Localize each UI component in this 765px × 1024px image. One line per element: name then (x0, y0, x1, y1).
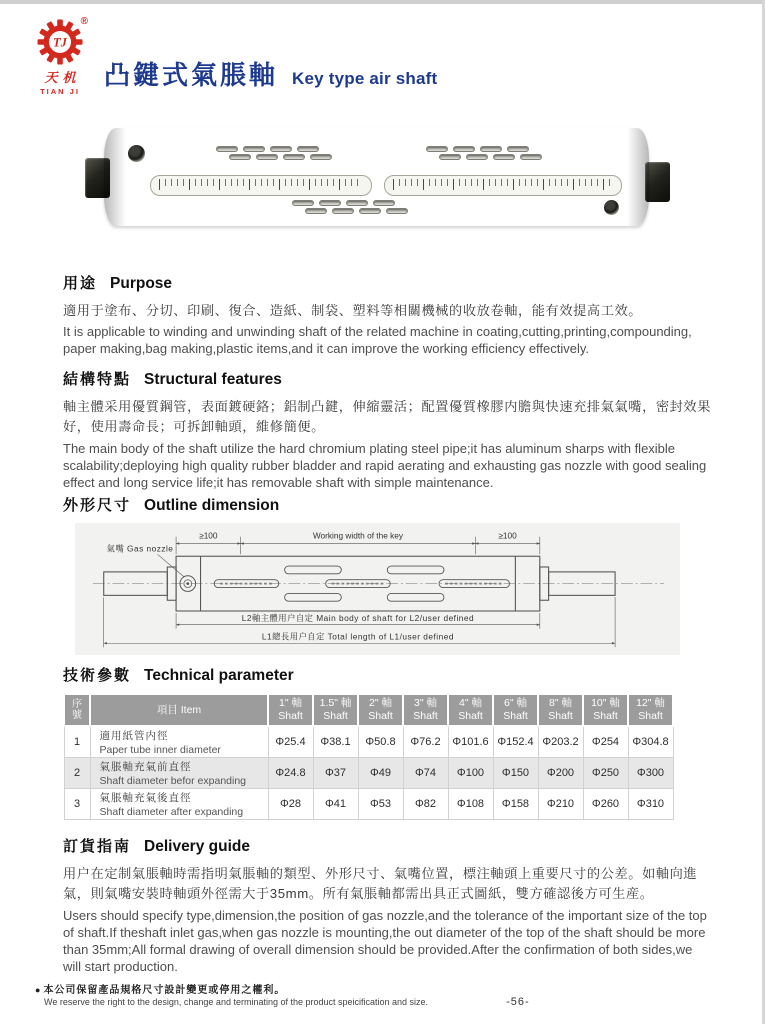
dim-label-right: ≥100 (498, 530, 517, 541)
cell-value: Φ25.4 (268, 726, 313, 757)
cell-value: Φ24.8 (268, 757, 313, 788)
slot-row (305, 208, 408, 214)
page-header (28, 18, 437, 96)
slot-row (426, 146, 529, 152)
footer-note-cn: ● 本公司保留產品規格尺寸設計變更或停用之權利。 (35, 985, 286, 996)
page-title-cn: 凸鍵式氣脹軸 (104, 60, 279, 90)
params-heading-en: Technical parameter (144, 667, 294, 684)
ruler-ticks (393, 179, 613, 192)
gas-nozzle-label: 氣嘴 Gas nozzle (106, 543, 174, 554)
ruler-strip-right (384, 175, 622, 196)
cell-value: Φ49 (358, 757, 403, 788)
slot-row (292, 200, 395, 206)
cell-value: Φ50.8 (358, 726, 403, 757)
keyway-slots-top-right (426, 146, 542, 162)
page-edge-top (0, 0, 765, 4)
dim-label-l2: L2軸主體用户自定 Main body of shaft for L2/user defined (241, 612, 475, 623)
logo-name-cn: 天机 (44, 71, 81, 86)
outline-heading-en: Outline dimension (144, 497, 280, 514)
cell-value: Φ250 (583, 757, 628, 788)
delivery-heading-cn: 訂貨指南 (63, 838, 132, 855)
row-index: 1 (64, 726, 90, 757)
purpose-heading-en: Purpose (110, 275, 173, 292)
shaft-body (104, 128, 649, 226)
row-item: 氣脹軸充氣後直徑 Shaft diameter after expanding (90, 788, 268, 819)
gas-nozzle-hole (128, 145, 145, 162)
cell-value: Φ41 (313, 788, 358, 819)
cell-value: Φ200 (538, 757, 583, 788)
technical-drawing (75, 523, 680, 655)
outline-heading-cn: 外形尺寸 (63, 497, 132, 514)
cell-value: Φ108 (448, 788, 493, 819)
cell-value: Φ304.8 (628, 726, 673, 757)
params-heading (63, 664, 713, 685)
purpose-text-en: It is applicable to winding and unwinding shaft of the related machine in coating,cutting,printing,compounding, paper making,bag making,plastic items,and it can improve the working efficiency effectively. (63, 324, 692, 357)
product-photo-air-shaft (60, 116, 710, 238)
cell-value: Φ150 (493, 757, 538, 788)
features-heading (63, 368, 713, 389)
cell-value: Φ300 (628, 757, 673, 788)
col-header-size: 10" 軸 Shaft (583, 694, 628, 726)
footer-row (35, 996, 735, 1008)
section-purpose (63, 272, 713, 358)
footer-note-en: We reserve the right to the design, change and terminating of the product speicification and size. (44, 997, 429, 1007)
page-footer (35, 981, 735, 1008)
features-text-en: The main body of the shaft utilize the hard chromium plating steel pipe;it has aluminum sharps with flexible scalability;deploying high quality rubber bladder and rapid aerating and exhausting gas nozzle with good sealing effect and long service life;it has removable shaft with simple maintenance. (63, 440, 707, 490)
page-title-en: Key type air shaft (292, 69, 438, 88)
slot-row (216, 146, 319, 152)
ruler-ticks (159, 179, 363, 192)
logo-monogram: TJ (53, 35, 67, 50)
params-heading-cn: 技術參數 (63, 667, 132, 684)
gas-nozzle-hole-2 (604, 200, 619, 215)
ruler-strip-left (150, 175, 372, 196)
row-item: 適用紙管内徑 Paper tube inner diameter (90, 726, 268, 757)
logo-name-en: TIAN JI (40, 87, 80, 96)
features-heading-cn: 結構特點 (63, 371, 132, 388)
dim-label-working-width: Working width of the key (312, 530, 404, 541)
col-header-size: 1" 軸 Shaft (268, 694, 313, 726)
cell-value: Φ101.6 (448, 726, 493, 757)
table-row (64, 757, 673, 788)
delivery-text-en: Users should specify type,dimension,the position of gas nozzle,and the tolerance of the important size of the top of shaft.If theshaft inlet gas,when gas nozzle is mounting,the out diameter of the top of the shaft should be more than 35mm;All formal drawing of overall dimension should be provided.After the confirmation of both sides,we will start production. (63, 907, 707, 974)
cell-value: Φ158 (493, 788, 538, 819)
col-header-size: 4" 軸 Shaft (448, 694, 493, 726)
dim-label-l1: L1總長用户自定 Total length of L1/user defined (261, 631, 454, 642)
company-logo (28, 18, 92, 96)
cell-value: Φ53 (358, 788, 403, 819)
cell-value: Φ82 (403, 788, 448, 819)
row-index: 3 (64, 788, 90, 819)
delivery-heading (63, 835, 713, 856)
cell-value: Φ74 (403, 757, 448, 788)
registered-mark: ® (80, 16, 88, 27)
col-header-index: 序號 (64, 694, 90, 726)
purpose-heading (63, 272, 713, 293)
cell-value: Φ210 (538, 788, 583, 819)
section-outline-dimension (63, 494, 713, 655)
purpose-heading-cn: 用途 (63, 275, 98, 292)
cell-value: Φ38.1 (313, 726, 358, 757)
page-number: -56- (506, 996, 530, 1008)
cell-value: Φ203.2 (538, 726, 583, 757)
keyway-slots-top-left (216, 146, 332, 162)
delivery-heading-en: Delivery guide (144, 838, 250, 855)
purpose-text-cn: 適用于塗布、分切、印刷、復合、造紙、制袋、塑料等相關機械的收放卷軸，能有效提高工效。 (63, 303, 643, 318)
table-row (64, 726, 673, 757)
table-row (64, 788, 673, 819)
cell-value: Φ310 (628, 788, 673, 819)
cell-value: Φ28 (268, 788, 313, 819)
cell-value: Φ76.2 (403, 726, 448, 757)
outline-heading (63, 494, 713, 515)
col-header-item: 項目 Item (90, 694, 268, 726)
gear-logo-icon (36, 18, 84, 66)
col-header-size: 6" 軸 Shaft (493, 694, 538, 726)
table-header-row (64, 694, 673, 726)
section-technical-parameter (63, 664, 713, 820)
cell-value: Φ260 (583, 788, 628, 819)
cell-value: Φ152.4 (493, 726, 538, 757)
cell-value: Φ254 (583, 726, 628, 757)
section-structural-features (63, 368, 713, 492)
col-header-size: 12" 軸 Shaft (628, 694, 673, 726)
cell-value: Φ100 (448, 757, 493, 788)
row-index: 2 (64, 757, 90, 788)
col-header-size: 1.5" 軸 Shaft (313, 694, 358, 726)
row-item: 氣脹軸充氣前直徑 Shaft diameter befor expanding (90, 757, 268, 788)
cell-value: Φ37 (313, 757, 358, 788)
parameter-table (63, 693, 674, 820)
section-delivery-guide (63, 835, 713, 975)
col-header-size: 3" 軸 Shaft (403, 694, 448, 726)
features-text-cn: 軸主體采用優質鋼管，表面鍍硬鉻；鋁制凸鍵，伸縮靈活；配置優質橡膠内膽與快速充排氣氣嘴，密封效果好，使用壽命長；可拆卸軸頭，維修簡便。 (63, 399, 712, 435)
gas-nozzle-leader (158, 554, 184, 576)
outline-drawing (75, 523, 680, 655)
keyway-slots-bottom (292, 200, 408, 216)
page-title (104, 55, 437, 96)
col-header-size: 2" 軸 Shaft (358, 694, 403, 726)
bullet-icon: ● (35, 985, 42, 995)
dim-label-left: ≥100 (199, 530, 218, 541)
col-header-size: 8" 軸 Shaft (538, 694, 583, 726)
slot-row (229, 154, 332, 160)
delivery-text-cn: 用户在定制氣脹軸時需指明氣脹軸的類型、外形尺寸、氣嘴位置，標注軸頭上重要尺寸的公差。如軸向進氣，則氣嘴安裝時軸頭外徑需大于35mm。所有氣脹軸都需出具正式圖紙，雙方確認後方可生産。 (63, 866, 698, 902)
slot-row (439, 154, 542, 160)
features-heading-en: Structural features (144, 371, 282, 388)
